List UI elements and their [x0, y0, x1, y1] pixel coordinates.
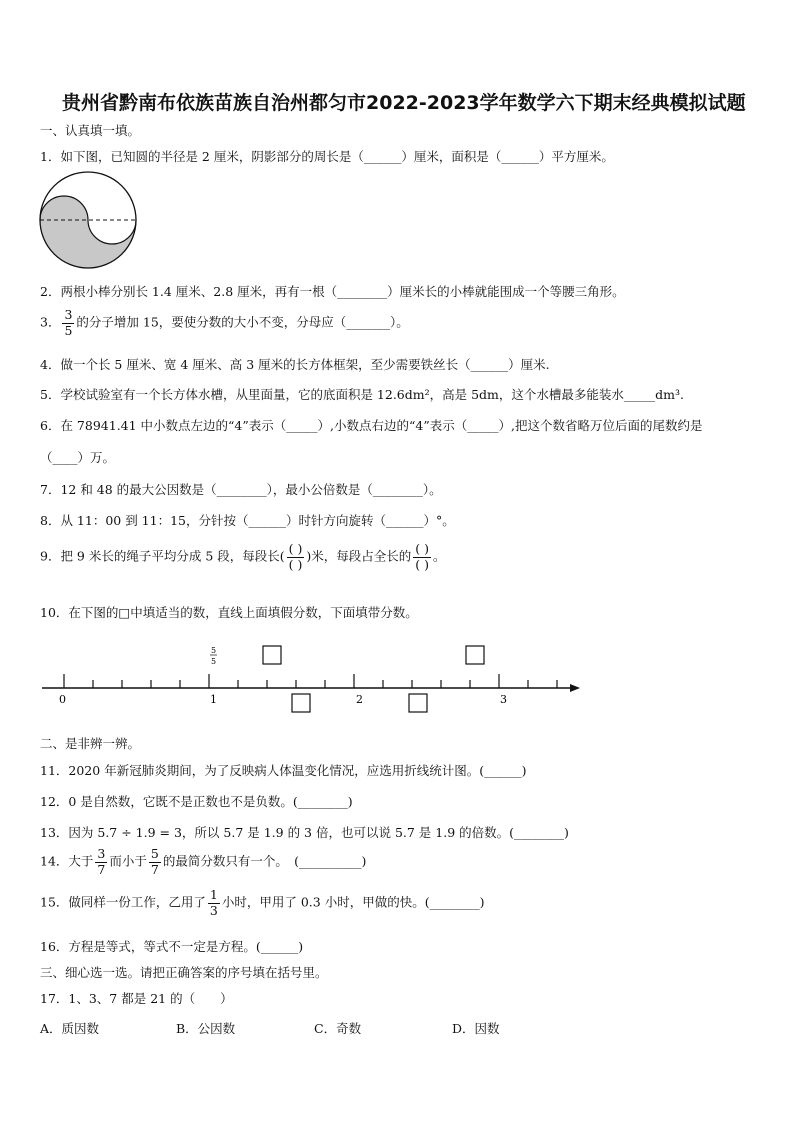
q9-denominator-1: ( )	[288, 556, 303, 572]
question-8: 8．从 11：00 到 11：15，分针按（______）时针方向旋转（______）°。	[40, 513, 455, 528]
q14-mid: 而小于	[109, 853, 147, 869]
q14-fraction-2	[149, 848, 161, 876]
q3-suffix: 的分子增加 15，要使分数的大小不变，分母应（_______）。	[76, 314, 409, 330]
q15-numerator: 1	[209, 887, 218, 902]
question-11: 11．2020 年新冠肺炎期间，为了反映病人体温变化情况，应选用折线统计图。(______)	[40, 763, 527, 778]
question-17: 17．1、3、7 都是 21 的（ ）	[40, 991, 233, 1006]
q3-fraction	[62, 309, 74, 337]
option-d[interactable]: D．因数	[452, 1021, 500, 1036]
section-2-heading: 二、是非辨一辨。	[40, 736, 141, 751]
q9-fraction-1	[287, 543, 305, 571]
q14-denominator-1: 7	[97, 861, 106, 877]
question-16: 16．方程是等式，等式不一定是方程。(______)	[40, 939, 304, 954]
q9-mid: )米，每段占全长的	[306, 548, 412, 564]
question-12: 12．0 是自然数，它既不是正数也不是负数。(________)	[40, 794, 353, 809]
tick-label-1: 1	[210, 693, 217, 706]
question-6-line-2: （____）万。	[40, 450, 116, 465]
number-line-ticks	[64, 674, 557, 688]
fraction-label-denominator: 5	[211, 657, 217, 666]
circle-figure	[37, 170, 143, 270]
q15-denominator: 3	[209, 902, 218, 918]
q15-fraction	[208, 889, 220, 917]
q14-numerator-1: 3	[97, 846, 106, 861]
q14-denominator-2: 7	[150, 861, 159, 877]
q9-numerator-2: ( )	[415, 541, 429, 556]
tick-label-2: 2	[356, 693, 363, 706]
q3-prefix: 3．	[40, 314, 61, 330]
question-9	[40, 543, 446, 571]
q9-numerator-1: ( )	[288, 541, 303, 556]
question-4: 4．做一个长 5 厘米、宽 4 厘米、高 3 厘米的长方体框架，至少需要铁丝长（______）厘米.	[40, 357, 550, 372]
question-10: 10．在下图的□中填适当的数，直线上面填假分数，下面填带分数。	[40, 605, 418, 620]
q9-denominator-2: ( )	[415, 556, 429, 572]
option-c[interactable]: C．奇数	[314, 1021, 362, 1036]
answer-box-top-1[interactable]	[263, 646, 281, 664]
question-5: 5．学校试验室有一个长方体水槽，从里面量，它的底面积是 12.6dm²，高是 5dm，这个水槽最多能装水_____dm³.	[40, 387, 684, 402]
answer-box-bottom-2[interactable]	[409, 694, 427, 712]
option-a[interactable]: A．质因数	[40, 1021, 100, 1036]
q3-denominator: 5	[64, 322, 73, 338]
q14-numerator-2: 5	[150, 846, 159, 861]
q14-prefix: 14．大于	[40, 853, 94, 869]
section-1-heading: 一、认真填一填。	[40, 123, 141, 138]
page-title: 贵州省黔南布依族苗族自治州都匀市2022-2023学年数学六下期末经典模拟试题	[62, 92, 746, 114]
q9-fraction-2	[413, 543, 431, 571]
question-13: 13．因为 5.7 ÷ 1.9 = 3，所以 5.7 是 1.9 的 3 倍，也可以说 5.7 是 1.9 的倍数。(________)	[40, 825, 569, 840]
fraction-label-numerator: 5	[211, 646, 217, 655]
q14-suffix: 的最简分数只有一个。 (__________)	[162, 853, 367, 869]
section-3-heading: 三、细心选一选。请把正确答案的序号填在括号里。	[40, 965, 328, 980]
q15-prefix: 15．做同样一份工作，乙用了	[40, 894, 206, 910]
tick-label-3: 3	[500, 693, 507, 706]
question-7: 7．12 和 48 的最大公因数是（________），最小公倍数是（________）。	[40, 482, 442, 497]
q15-suffix: 小时，甲用了 0.3 小时，甲做的快。(________)	[221, 894, 485, 910]
q3-numerator: 3	[64, 307, 73, 322]
option-b[interactable]: B．公因数	[176, 1021, 236, 1036]
q9-suffix: 。	[433, 548, 446, 564]
tick-label-0: 0	[59, 693, 66, 706]
shaded-region	[40, 196, 136, 268]
q14-fraction-1	[95, 848, 107, 876]
question-15	[40, 889, 484, 917]
question-6-line-1: 6．在 78941.41 中小数点左边的“4”表示（_____）,小数点右边的“4”表示（_____）,把这个数省略万位后面的尾数约是	[40, 418, 703, 433]
question-3	[40, 309, 409, 337]
question-2: 2．两根小棒分别长 1.4 厘米、2.8 厘米，再有一根（________）厘米长的小棒就能围成一个等腰三角形。	[40, 284, 625, 299]
question-14	[40, 848, 366, 876]
answer-box-bottom-1[interactable]	[292, 694, 310, 712]
answer-box-top-2[interactable]	[466, 646, 484, 664]
question-1: 1．如下图，已知圆的半径是 2 厘米，阴影部分的周长是（______）厘米，面积是（______）平方厘米。	[40, 149, 614, 164]
number-line-arrow	[570, 684, 580, 692]
q9-prefix: 9．把 9 米长的绳子平均分成 5 段，每段长(	[40, 548, 285, 564]
number-line	[36, 640, 586, 720]
